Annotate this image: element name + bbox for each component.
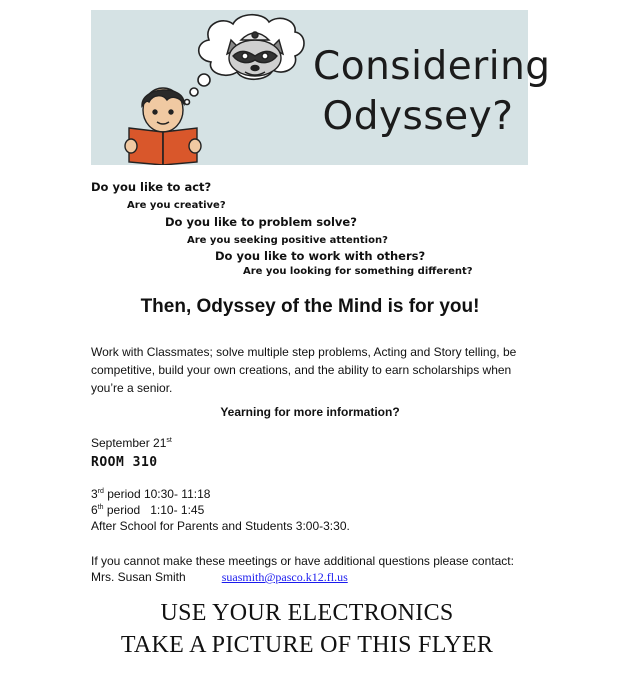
description-paragraph: Work with Classmates; solve multiple step problems, Acting and Story telling, be competitive, build your own creations, and the ability to earn scholarships when you’re a senior. (91, 345, 517, 395)
question-attention: Are you seeking positive attention? (187, 235, 388, 246)
room-number: ROOM 310 (91, 455, 158, 470)
banner-title (313, 42, 551, 142)
question-creative: Are you creative? (127, 200, 226, 211)
after-school-session: After School for Parents and Students 3:00-3:30. (91, 519, 350, 533)
period-time: period 1:10- 1:45 (103, 503, 205, 517)
period-number: 3 (91, 487, 98, 501)
contact-name: Mrs. Susan Smith (91, 570, 186, 584)
meeting-date-text: September 21 (91, 436, 167, 450)
meeting-date-suffix: st (166, 437, 172, 444)
header-banner (91, 10, 551, 165)
period-number: 6 (91, 503, 98, 517)
contact-row (91, 570, 348, 585)
meeting-date (91, 436, 172, 450)
question-something-different: Are you looking for something different? (243, 266, 473, 277)
footer-line-2: TAKE A PICTURE OF THIS FLYER (120, 632, 494, 658)
headline: Then, Odyssey of the Mind is for you! (140, 296, 480, 317)
period-suffix: rd (97, 488, 104, 495)
contact-email-link[interactable]: suasmith@pasco.k12.fl.us (221, 570, 348, 584)
period-time: period 10:30- 11:18 (103, 487, 211, 501)
period-suffix: th (97, 504, 104, 511)
book-icon (125, 128, 201, 165)
info-heading: Yearning for more information? (220, 405, 400, 419)
schedule-period-6 (91, 503, 204, 517)
contact-prompt: If you cannot make these meetings or have additional questions please contact: (91, 554, 514, 568)
schedule-period-3 (91, 487, 210, 501)
question-act: Do you like to act? (91, 180, 212, 194)
question-work-with-others: Do you like to work with others? (215, 249, 426, 263)
banner-title-line1: Considering (313, 44, 551, 89)
footer-line-1: USE YOUR ELECTRONICS (160, 600, 454, 626)
banner-title-line2: Odyssey? (322, 94, 514, 139)
question-problem-solve: Do you like to problem solve? (165, 215, 357, 229)
